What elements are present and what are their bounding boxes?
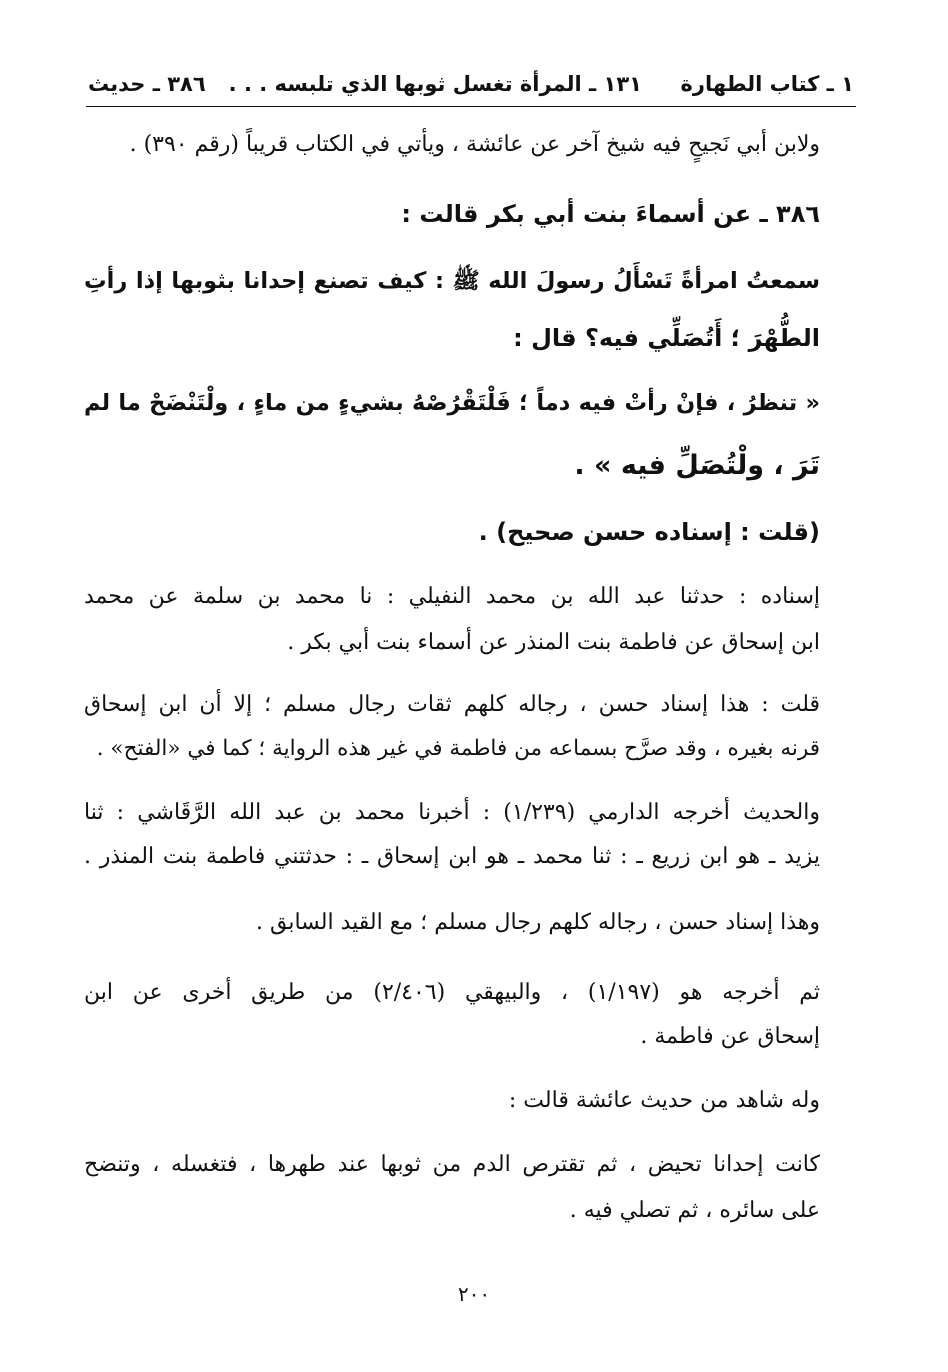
running-header: [88, 66, 854, 106]
header-rule: [86, 106, 856, 107]
page-number: ٢٠٠: [457, 1282, 491, 1306]
header-hadith-number: ٣٨٦ ـ حديث: [88, 72, 206, 96]
witness-intro-paragraph: [84, 1088, 820, 1124]
comment-4-line-2: إسحاق عن فاطمة .: [640, 1024, 820, 1049]
hadith-title: ٣٨٦ ـ عن أسماءَ بنت أبي بكر قالت :: [401, 200, 820, 228]
question-line-1: سمعتُ امرأةً تَسْأَلُ رسولَ الله ﷺ : كيف تصنع إحدانا بثوبها إذا رأتِ: [84, 268, 820, 294]
comment-3-text: وهذا إسناد حسن ، رجاله كلهم رجال مسلم ؛ مع القيد السابق .: [256, 910, 820, 935]
answer-line-2: تَرَ ، ولْتُصَلِّ فيه » .: [574, 450, 820, 481]
comment-1-paragraph: [84, 692, 820, 772]
comment-4-paragraph: [84, 980, 820, 1060]
comment-3-paragraph: [84, 910, 820, 946]
witness-paragraph: [84, 1152, 820, 1232]
isnad-line-2: ابن إسحاق عن فاطمة بنت المنذر عن أسماء بنت أبي بكر .: [287, 630, 820, 655]
comment-2-paragraph: [84, 800, 820, 880]
hadith-question-paragraph: [84, 268, 820, 364]
comment-4-line-1: ثم أخرجه هو (١/١٩٧) ، والبيهقي (٢/٤٠٦) من طريق أخرى عن ابن: [84, 980, 820, 1005]
witness-line-1: كانت إحدانا تحيض ، ثم تقترص الدم من ثوبها عند طهرها ، فتغسله ، وتنضح: [84, 1152, 820, 1177]
isnad-paragraph: [84, 584, 820, 664]
comment-1-line-1: قلت : هذا إسناد حسن ، رجاله كلهم ثقات رجال مسلم ؛ إلا أن ابن إسحاق: [84, 692, 820, 717]
header-book-title: ١ ـ كتاب الطهارة: [680, 72, 854, 96]
grading-paragraph: [84, 518, 820, 558]
comment-1-line-2: قرنه بغيره ، وقد صرَّح بسماعه من فاطمة في غير هذه الرواية ؛ كما في «الفتح» .: [96, 736, 820, 761]
hadith-title-paragraph: [84, 200, 820, 240]
comment-2-line-2: يزيد ـ هو ابن زريع ـ : ثنا محمد ـ هو ابن إسحاق ـ : حدثتني فاطمة بنت المنذر .: [84, 844, 820, 869]
hadith-answer-paragraph: [84, 390, 820, 500]
intro-note-text: ولابن أبي نَجيحٍ فيه شيخ آخر عن عائشة ، ويأتي في الكتاب قريباً (رقم ٣٩٠) .: [129, 132, 820, 157]
intro-note-paragraph: [84, 132, 820, 168]
witness-intro-text: وله شاهد من حديث عائشة قالت :: [508, 1088, 820, 1113]
header-chapter-title: ١٣١ ـ المرأة تغسل ثوبها الذي تلبسه . . .: [228, 72, 642, 96]
grading-text: (قلت : إسناده حسن صحيح) .: [478, 518, 820, 546]
isnad-line-1: إسناده : حدثنا عبد الله بن محمد النفيلي : نا محمد بن سلمة عن محمد: [84, 584, 820, 609]
question-line-2: الطُّهْرَ ؛ أَتُصَلِّي فيه؟ قال :: [513, 324, 820, 352]
comment-2-line-1: والحديث أخرجه الدارمي (١/٢٣٩) : أخبرنا محمد بن عبد الله الرَّقَاشي : ثنا: [84, 800, 820, 825]
witness-line-2: على سائره ، ثم تصلي فيه .: [569, 1198, 820, 1223]
answer-line-1: « تنظرُ ، فإنْ رأتْ فيه دماً ؛ فَلْتَقْرُصْهُ بشيءٍ من ماءٍ ، ولْتَنْضَحْ ما لم: [84, 390, 820, 416]
